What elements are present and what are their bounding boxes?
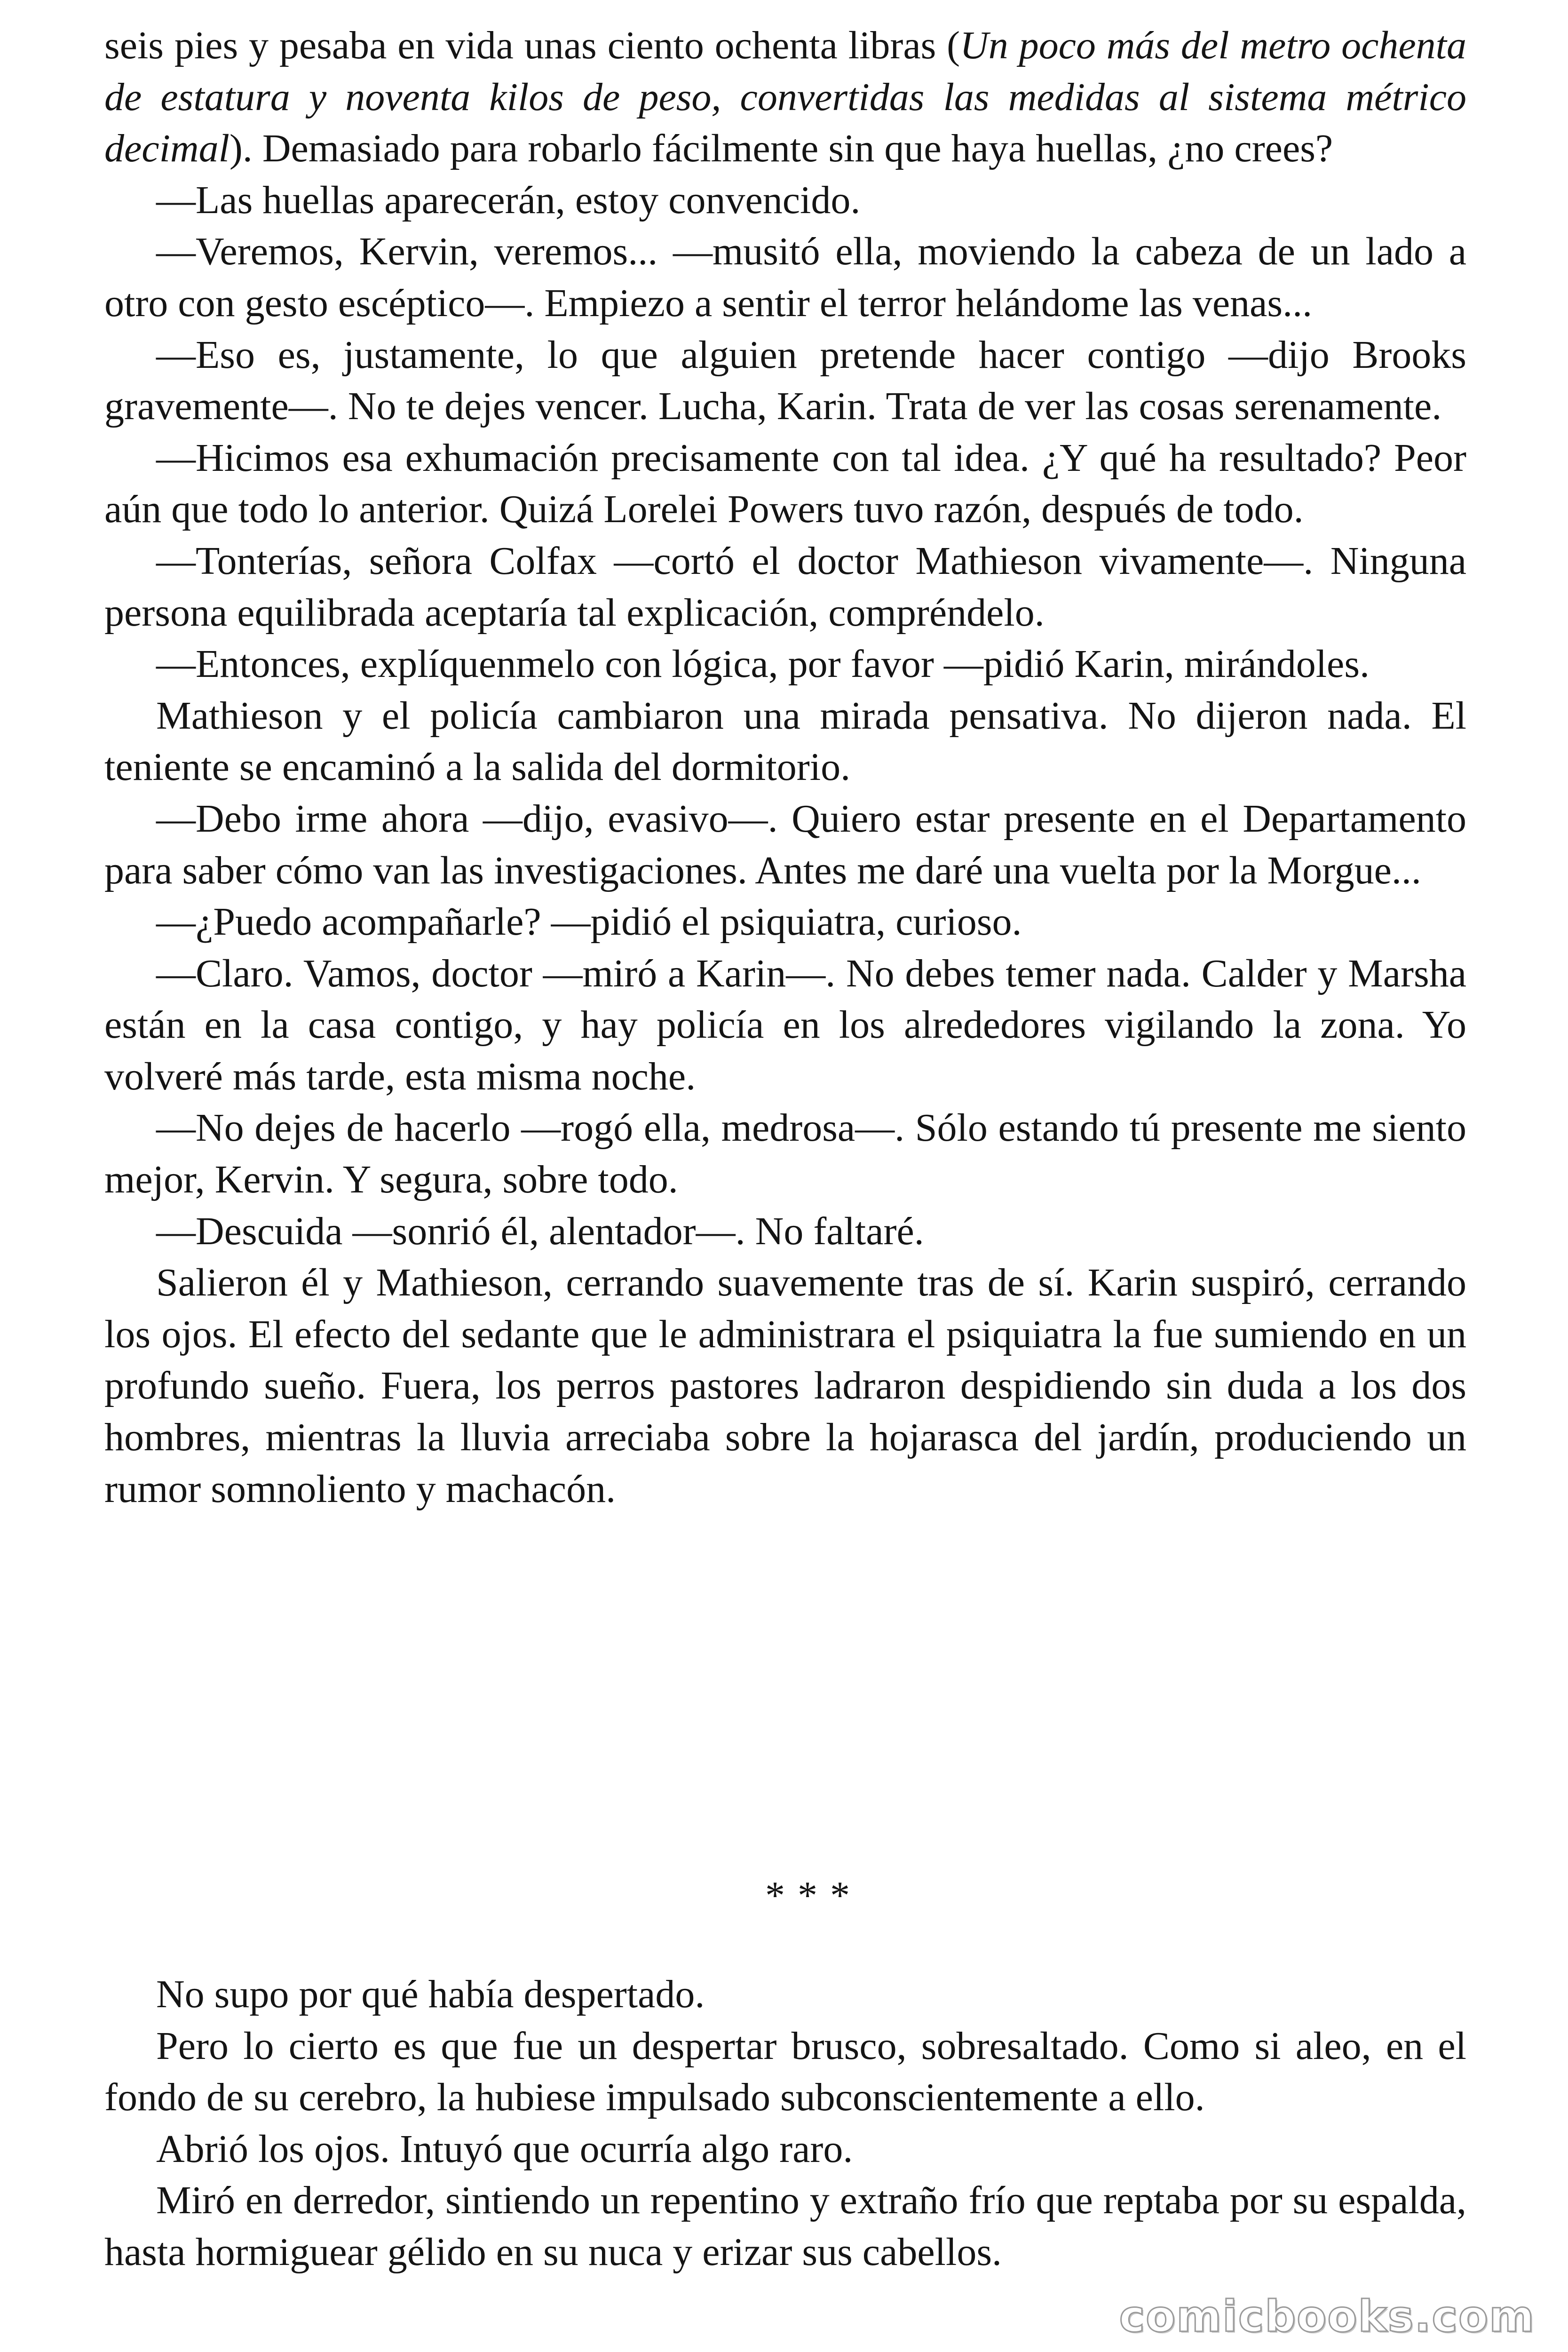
paragraph-text: ). Demasiado para robarlo fácilmente sin que haya huellas, ¿no crees? (229, 127, 1333, 171)
paragraph: —Claro. Vamos, doctor —miró a Karin—. No debes temer nada. Calder y Marsha están en la casa contigo, y hay policía en los alrededores vigilando la zona. Yo volveré más tarde, esta misma noche. (104, 951, 1466, 1098)
paragraph: —¿Puedo acompañarle? —pidió el psiquiatra, curioso. (156, 900, 1022, 944)
paragraph: No supo por qué había despertado. (156, 1972, 705, 2016)
paragraph: —Descuida —sonrió él, alentador—. No faltaré. (156, 1209, 924, 1253)
paragraph-text: seis pies y pesaba en vida unas ciento ochenta libras ( (104, 24, 960, 67)
paragraph: —Hicimos esa exhumación precisamente con tal idea. ¿Y qué ha resultado? Peor aún que todo lo anterior. Quizá Lorelei Powers tuvo razón, después de todo. (104, 436, 1466, 532)
paragraph: —Eso es, justamente, lo que alguien pretende hacer contigo —dijo Brooks gravemente—. No te dejes vencer. Lucha, Karin. Trata de ver las cosas serenamente. (104, 333, 1466, 429)
paragraph: —Tonterías, señora Colfax —cortó el doctor Mathieson vivamente—. Ninguna persona equilibrada aceptaría tal explicación, compréndelo. (104, 539, 1466, 635)
italic-note: Un poco más del metro ochenta de estatura y noventa kilos de peso, convertidas las medidas al sistema métrico decimal (104, 24, 1466, 171)
paragraph: Abrió los ojos. Intuyó que ocurría algo raro. (156, 2127, 853, 2171)
paragraph: Pero lo cierto es que fue un despertar brusco, sobresaltado. Como si aleo, en el fondo de su cerebro, la hubiese impulsado subconscientemente a ello. (104, 2024, 1466, 2120)
paragraph: —Entonces, explíquenmelo con lógica, por favor —pidió Karin, mirándoles. (156, 642, 1370, 686)
paragraph: —Las huellas aparecerán, estoy convencido. (156, 178, 861, 222)
paragraph: —Veremos, Kervin, veremos... —musitó ella, moviendo la cabeza de un lado a otro con gesto escéptico—. Empiezo a sentir el terror helándome las venas... (104, 230, 1466, 325)
paragraph (104, 20, 1466, 175)
text-block-top (104, 20, 1466, 1515)
paragraph: —No dejes de hacerlo —rogó ella, medrosa—. Sólo estando tú presente me siento mejor, Kervin. Y segura, sobre todo. (104, 1106, 1466, 1202)
text-block-bottom (104, 1969, 1466, 2278)
watermark: comicbooks.com (1119, 2291, 1535, 2342)
scene-break-separator: * * * (765, 1874, 850, 1917)
paragraph: —Debo irme ahora —dijo, evasivo—. Quiero estar presente en el Departamento para saber cómo van las investigaciones. Antes me daré una vuelta por la Morgue... (104, 796, 1466, 892)
paragraph: Miró en derredor, sintiendo un repentino y extraño frío que reptaba por su espalda, hasta hormiguear gélido en su nuca y erizar sus cabellos. (104, 2178, 1466, 2274)
paragraph: Salieron él y Mathieson, cerrando suavemente tras de sí. Karin suspiró, cerrando los ojos. El efecto del sedante que le administrara el psiquiatra la fue sumiendo en un profundo sueño. Fuera, los perros pastores ladraron despidiendo sin duda a los dos hombres, mientras la lluvia arreciaba sobre la hojarasca del jardín, produciendo un rumor somnoliento y machacón. (104, 1261, 1466, 1511)
paragraph: Mathieson y el policía cambiaron una mirada pensativa. No dijeron nada. El teniente se encaminó a la salida del dormitorio. (104, 693, 1466, 789)
